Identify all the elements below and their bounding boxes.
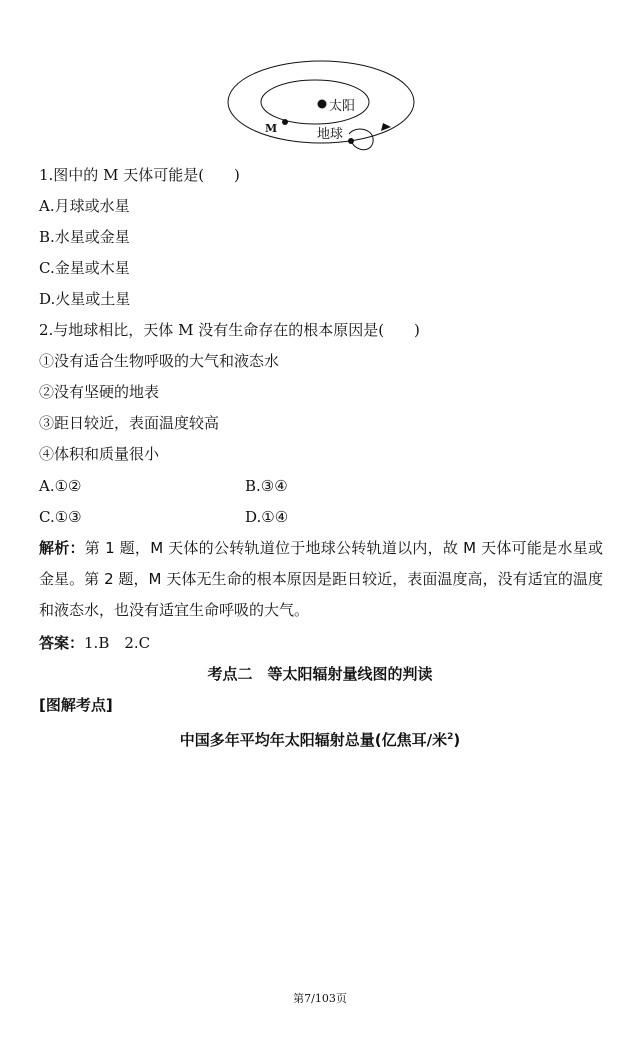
q2-option-b: B.③④ (245, 477, 288, 495)
subsection-label: [图解考点] (39, 696, 113, 714)
q2-option-c: C.①③ (39, 508, 82, 526)
q1-option-b: B.水星或金星 (39, 228, 130, 246)
orbit-diagram (225, 56, 425, 156)
q2-item-4: ④体积和质量很小 (39, 445, 160, 463)
map-title-sup: 2 (447, 732, 454, 742)
map-title-text: 中国多年平均年太阳辐射总量(亿焦耳/米 (179, 731, 448, 749)
analysis-paragraph (39, 533, 603, 626)
m-label: M (265, 122, 278, 135)
sun-label: 太阳 (329, 99, 356, 114)
map-title-end: ) (453, 731, 461, 749)
earth-label: 地球 (317, 127, 344, 142)
answer-label: 答案： (39, 634, 85, 652)
q1-option-c: C.金星或木星 (39, 259, 130, 277)
q2-option-d: D.①④ (245, 508, 289, 526)
q1-option-d: D.火星或土星 (39, 290, 131, 308)
q2-stem: 2.与地球相比，天体 M 没有生命存在的根本原因是( ) (39, 321, 420, 339)
sun-dot (318, 100, 327, 109)
analysis-text: 第 1 题，M 天体的公转轨道位于地球公转轨道以内，故 M 天体可能是水星或金星。第 2 题，M 天体无生命的根本原因是距日较近，表面温度高，没有适宜的温度和液态水，也没有适宜生命呼吸的大气。 (39, 539, 603, 619)
answer-line (39, 633, 150, 653)
q1-stem: 1.图中的 M 天体可能是( ) (39, 166, 240, 184)
m-dot (282, 119, 288, 125)
q1-option-a: A.月球或水星 (39, 197, 130, 215)
map-title (0, 727, 640, 750)
q2-item-1: ①没有适合生物呼吸的大气和液态水 (39, 352, 280, 370)
q2-item-3: ③距日较近，表面温度较高 (39, 414, 220, 432)
analysis-label: 解析： (39, 539, 85, 557)
page-number: 第7/103页 (293, 992, 347, 1005)
q2-option-a: A.①② (39, 477, 82, 495)
q2-item-2: ②没有坚硬的地表 (39, 383, 160, 401)
section-title: 考点二 等太阳辐射量线图的判读 (207, 665, 433, 683)
answer-text: 1.B 2.C (84, 634, 151, 652)
